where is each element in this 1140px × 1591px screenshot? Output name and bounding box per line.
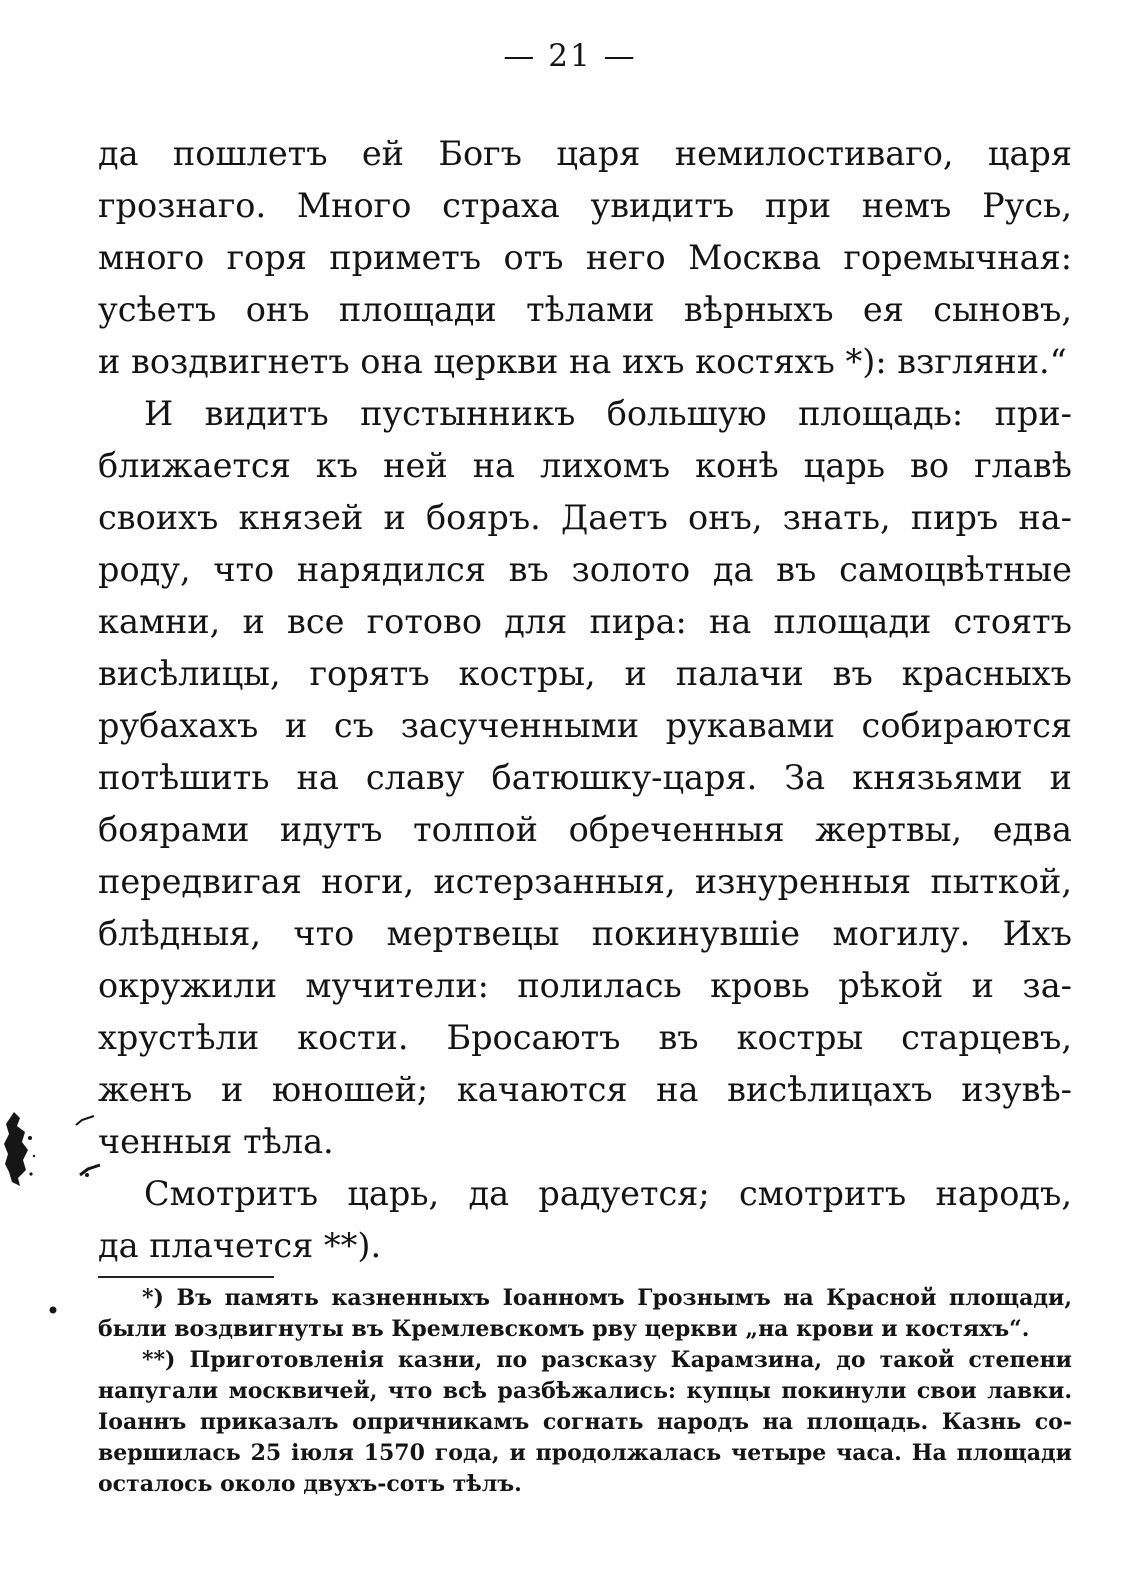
text-line: хрустѣли кости. Бросаютъ въ костры старцевъ,: [98, 1018, 1072, 1057]
footnote-line: напугали москвичей, что всѣ разбѣжались: купцы покинули свои лавки.: [98, 1378, 1072, 1404]
text-line: блѣдныя, что мертвецы покинувшіе могилу. Ихъ: [98, 914, 1072, 953]
ink-speck: [78, 1163, 102, 1179]
text-line: ближается къ ней на лихомъ конѣ царь во главѣ: [98, 446, 1072, 485]
paragraph-start-line: Смотритъ царь, да радуется; смотритъ народъ,: [144, 1174, 1072, 1213]
text-line: роду, что нарядился въ золото да въ самоцвѣтные: [98, 550, 1072, 589]
text-line: боярами идутъ толпой обреченныя жертвы, едва: [98, 810, 1072, 849]
footnote-line: были воздвигнуты въ Кремлевскомъ рву церкви „на крови и костяхъ“.: [98, 1316, 1030, 1342]
text-line: женъ и юношей; качаются на висѣлицахъ изувѣ-: [98, 1070, 1072, 1109]
text-line: и воздвигнетъ она церкви на ихъ костяхъ *): взгляни.“: [98, 342, 1067, 381]
ink-dot: [48, 1305, 58, 1315]
footnote-line: **) Приготовленія казни, по разсказу Карамзина, до такой степени: [142, 1347, 1072, 1373]
footnote-line: вершилась 25 іюля 1570 года, и продолжалась четыре часа. На площади: [98, 1440, 1072, 1466]
page-number: — 21 —: [503, 38, 637, 74]
text-line: грознаго. Много страха увидитъ при немъ Русь,: [98, 186, 1072, 225]
footnote-line: *) Въ память казненныхъ Іоанномъ Грознымъ на Красной площади,: [142, 1285, 1072, 1311]
text-line: ченныя тѣла.: [98, 1122, 334, 1161]
text-line: да плачется **).: [98, 1226, 382, 1265]
text-line: да пошлетъ ей Богъ царя немилостиваго, царя: [98, 134, 1072, 173]
footnotes: [98, 1283, 1072, 1500]
footnote-line: осталось около двухъ-сотъ тѣлъ.: [98, 1471, 522, 1497]
text-line: своихъ князей и бояръ. Даетъ онъ, знать, пиръ на-: [98, 498, 1072, 537]
main-text: [98, 128, 1072, 1272]
text-line: передвигая ноги, истерзанныя, изнуренныя пыткой,: [98, 862, 1072, 901]
text-line: усѣетъ онъ площади тѣлами вѣрныхъ ея сыновъ,: [98, 290, 1072, 329]
footnote-separator: [98, 1276, 274, 1278]
paragraph-start-line: И видитъ пустынникъ большую площадь: при-: [144, 394, 1072, 433]
text-line: камни, и все готово для пира: на площади стоятъ: [98, 602, 1072, 641]
ink-blot: [0, 1108, 40, 1192]
ink-speck: [74, 1115, 96, 1127]
text-line: окружили мучители: полилась кровь рѣкой и за-: [98, 966, 1072, 1005]
footnote-line: Іоаннъ приказалъ опричникамъ согнать народъ на площадь. Казнь со-: [98, 1409, 1072, 1435]
text-line: потѣшить на славу батюшку-царя. За князьями и: [98, 758, 1072, 797]
text-line: рубахахъ и съ засученными рукавами собираются: [98, 706, 1072, 745]
text-line: много горя приметъ отъ него Москва горемычная:: [98, 238, 1072, 277]
text-line: висѣлицы, горятъ костры, и палачи въ красныхъ: [98, 654, 1072, 693]
